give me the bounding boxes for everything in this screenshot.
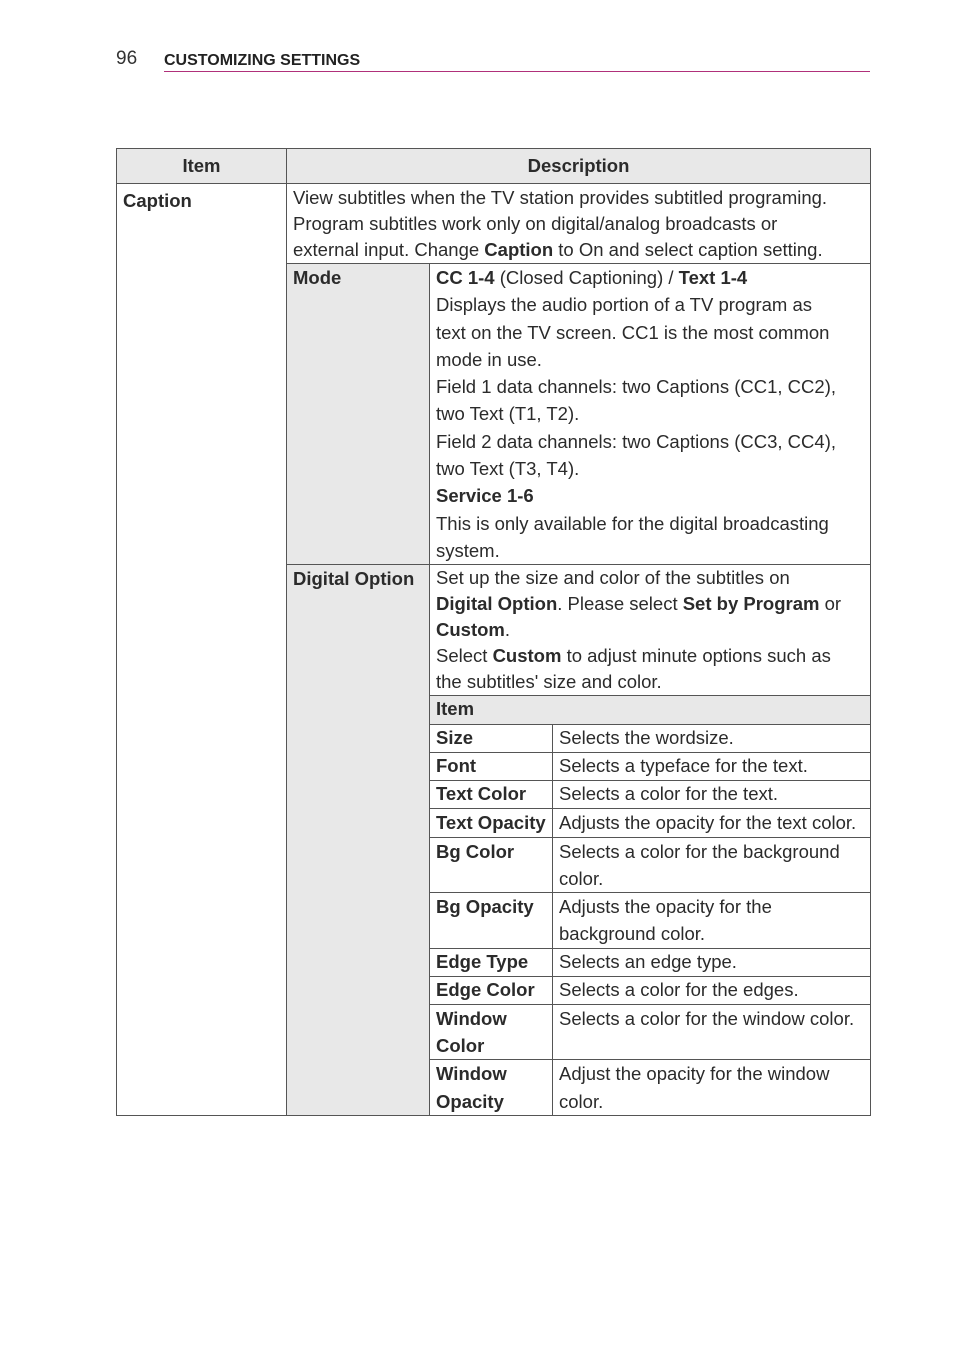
col-header-description: Description	[287, 149, 871, 184]
digital-option-label: Digital Option	[287, 565, 430, 1116]
table-row: Font Selects a typeface for the text.	[117, 753, 871, 781]
section-title: CUSTOMIZING SETTINGS	[164, 52, 361, 69]
table-row: Size Selects the wordsize.	[117, 725, 871, 753]
caption-label: Caption	[117, 184, 287, 1116]
page-header	[116, 46, 870, 72]
table-row: Window Opacity Adjust the opacity for the window color.	[117, 1060, 871, 1116]
mode-description: CC 1-4 (Closed Captioning) / Text 1-4 Displays the audio portion of a TV program as text on the TV screen. CC1 is the most common mode in use. Field 1 data channels: two Captions (CC1, CC2), two Text (T1, T2). Field 2 data channels: two Captions (CC3, CC4), two Text (T3, T4). Service 1-6 This is only available for the digital broadcasting system.	[430, 264, 871, 565]
table-row: Text Opacity Adjusts the opacity for the text color.	[117, 809, 871, 837]
table-row: Bg Opacity Adjusts the opacity for the background color.	[117, 893, 871, 949]
table-row: Edge Color Selects a color for the edges.	[117, 976, 871, 1004]
header-rule	[164, 71, 870, 72]
settings-table	[116, 148, 871, 1116]
table-row: Edge Type Selects an edge type.	[117, 948, 871, 976]
digital-option-description: Set up the size and color of the subtitles on Digital Option. Please select Set by Program or Custom. Select Custom to adjust minute options such as the subtitles' size and color.	[430, 565, 871, 696]
col-header-item: Item	[117, 149, 287, 184]
mode-label: Mode	[287, 264, 430, 565]
table-row: Bg Color Selects a color for the background color.	[117, 837, 871, 893]
page-number: 96	[116, 48, 138, 69]
caption-description: View subtitles when the TV station provides subtitled programing. Program subtitles work only on digital/analog broadcasts or external input. Change Caption to On and select caption setting.	[287, 184, 871, 264]
table-row: Window Color Selects a color for the window color.	[117, 1004, 871, 1060]
sub-table-header: Item	[430, 696, 871, 725]
table-row: Text Color Selects a color for the text.	[117, 781, 871, 809]
